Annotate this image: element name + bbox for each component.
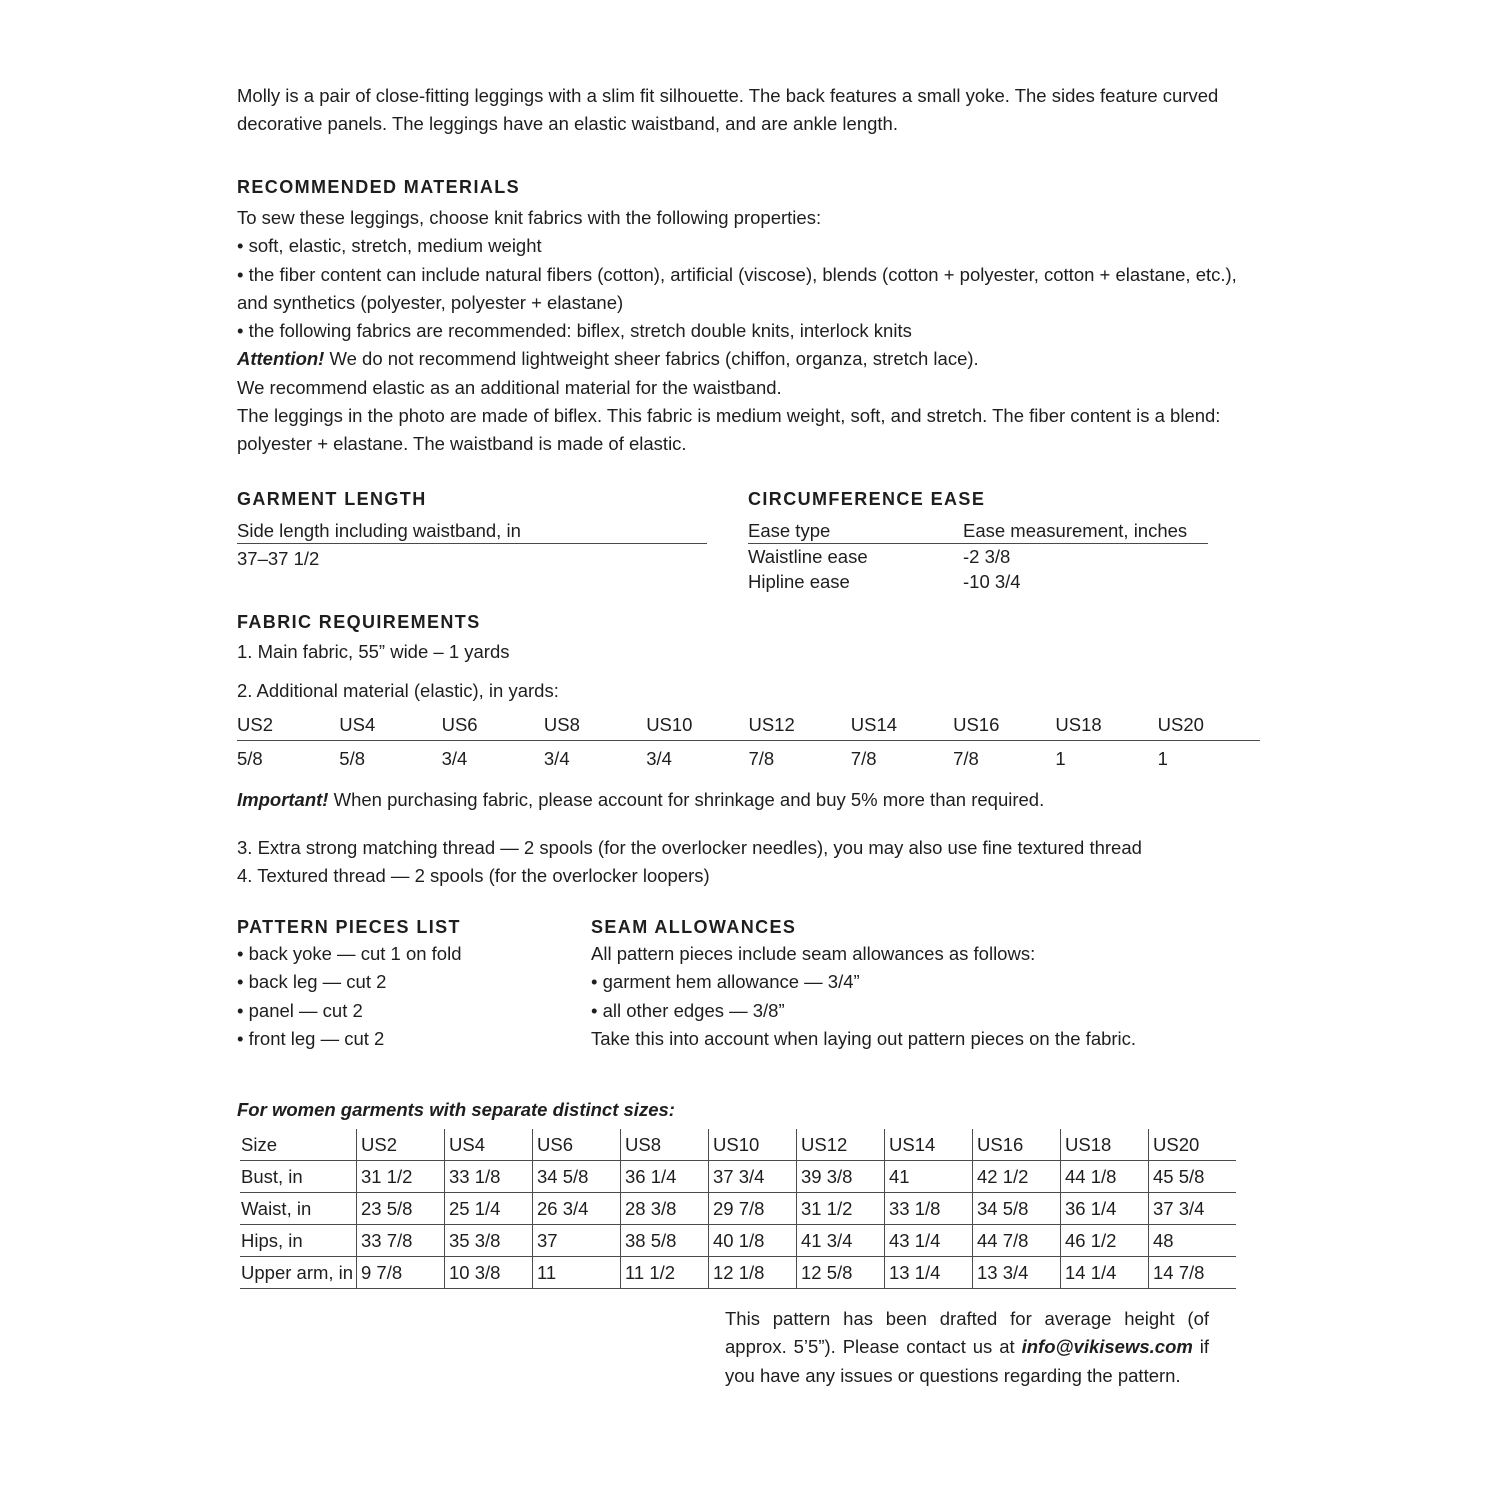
fabric-heading: FABRIC REQUIREMENTS — [237, 612, 481, 632]
elastic-cell: 7/8 — [748, 747, 775, 769]
size-chart-cell: 37 — [533, 1225, 621, 1257]
size-chart-cell: US14 — [885, 1129, 973, 1161]
pattern-piece-item: • back yoke — cut 1 on fold — [237, 943, 462, 964]
size-chart-cell: US6 — [533, 1129, 621, 1161]
attention-line — [237, 345, 1267, 373]
size-chart-cell: 39 3/8 — [797, 1161, 885, 1193]
ease-heading: CIRCUMFERENCE EASE — [748, 489, 986, 509]
size-chart-cell: US2 — [357, 1129, 445, 1161]
size-chart-cell: 14 7/8 — [1149, 1257, 1237, 1289]
ease-type-column: Ease type — [748, 520, 831, 541]
elastic-cell: 3/4 — [543, 747, 570, 769]
materials-heading: RECOMMENDED MATERIALS — [237, 177, 521, 197]
size-chart-cell: US18 — [1061, 1129, 1149, 1161]
important-text: When purchasing fabric, please account for shrinkage and buy 5% more than required. — [328, 789, 1045, 810]
seam-allowance-item: • all other edges — 3/8” — [591, 999, 785, 1021]
size-chart-cell: 11 — [533, 1257, 621, 1289]
pattern-piece-item: • front leg — cut 2 — [237, 1027, 385, 1049]
size-chart-cell: 12 1/8 — [709, 1257, 797, 1289]
size-cell: US12 — [748, 714, 850, 741]
size-chart-cell: US8 — [621, 1129, 709, 1161]
size-chart-cell: 34 5/8 — [973, 1193, 1061, 1225]
intro-paragraph: Molly is a pair of close-fitting leggings with a slim fit silhouette. The back features a small yoke. The sides feature curved decorative panels. The leggings have an elastic waistband, and are ankle length. — [237, 85, 1219, 135]
materials-bullet: • soft, elastic, stretch, medium weight — [237, 235, 542, 257]
ease-header-row — [748, 518, 1208, 544]
circumference-ease-section — [748, 489, 1208, 594]
seam-allowance-item: • garment hem allowance — 3/4” — [591, 971, 860, 993]
materials-section — [237, 177, 1267, 459]
size-chart-cell: US4 — [445, 1129, 533, 1161]
size-cell: US8 — [544, 714, 646, 741]
size-chart-cell: 40 1/8 — [709, 1225, 797, 1257]
size-chart-cell: 31 1/2 — [797, 1193, 885, 1225]
size-chart-cell: 34 5/8 — [533, 1161, 621, 1193]
size-chart-cell: 12 5/8 — [797, 1257, 885, 1289]
materials-bullet: • the following fabrics are recommended: biflex, stretch double knits, interlock knits — [237, 320, 912, 342]
size-chart-row — [240, 1129, 1236, 1161]
important-note — [237, 786, 1267, 814]
garment-length-column: Side length including waistband, in — [237, 520, 521, 541]
footer-paragraph — [725, 1305, 1209, 1390]
garment-length-value: 37–37 1/2 — [237, 548, 320, 569]
size-chart-cell: 10 3/8 — [445, 1257, 533, 1289]
size-cell: US20 — [1158, 714, 1260, 741]
intro-section — [237, 82, 1267, 139]
garment-length-header-row — [237, 518, 707, 544]
size-chart-row — [240, 1257, 1236, 1289]
seam-allowances-section — [591, 917, 1271, 1053]
materials-bullet: • the fiber content can include natural fibers (cotton), artificial (viscose), blends (cotton + polyester, cotton + elastane, etc.), and synthetics (polyester, polyester + elastane) — [237, 263, 1237, 313]
main-fabric-line: 1. Main fabric, 55” wide – 1 yards — [237, 641, 510, 662]
size-chart-cell: 45 5/8 — [1149, 1161, 1237, 1193]
ease-row — [748, 569, 1208, 594]
threads-section — [237, 834, 1267, 891]
garment-length-section — [237, 489, 707, 571]
thread-line: 4. Textured thread — 2 spools (for the overlocker loopers) — [237, 865, 710, 887]
fabric-requirements-section — [237, 612, 1267, 777]
size-chart-cell: 42 1/2 — [973, 1161, 1061, 1193]
size-cell: US2 — [237, 714, 339, 741]
size-chart-cell: 23 5/8 — [357, 1193, 445, 1225]
materials-lead: To sew these leggings, choose knit fabrics with the following properties: — [237, 207, 822, 228]
seam-allowances-note: Take this into account when laying out pattern pieces on the fabric. — [591, 1027, 1137, 1049]
elastic-cell: 7/8 — [953, 747, 979, 769]
row-label: Hips, in — [240, 1225, 357, 1257]
size-chart-cell: US10 — [709, 1129, 797, 1161]
footer-text-after: if you have any issues or questions regarding the pattern. — [725, 1336, 1210, 1386]
size-chart-cell: 37 3/4 — [709, 1161, 797, 1193]
size-chart-cell: 26 3/4 — [533, 1193, 621, 1225]
pattern-piece-item: • back leg — cut 2 — [237, 971, 387, 993]
size-chart-cell: 44 7/8 — [973, 1225, 1061, 1257]
ease-type: Waistline ease — [748, 546, 868, 567]
elastic-cell: 3/4 — [646, 747, 672, 769]
elastic-cell: 5/8 — [339, 747, 366, 769]
size-chart-cell: 41 3/4 — [797, 1225, 885, 1257]
size-cell: US6 — [442, 714, 544, 741]
photo-note: The leggings in the photo are made of biflex. This fabric is medium weight, soft, and stretch. The fiber content is a blend: polyester + elastane. The waistband is made of elastic. — [237, 405, 1221, 455]
size-chart-cell: 33 1/8 — [445, 1161, 533, 1193]
size-cell: US4 — [339, 714, 441, 741]
elastic-cell: 1 — [1055, 747, 1066, 769]
size-chart-cell: 13 3/4 — [973, 1257, 1061, 1289]
thread-line: 3. Extra strong matching thread — 2 spools (for the overlocker needles), you may also use fine textured thread — [237, 837, 1142, 858]
size-chart-cell: 43 1/4 — [885, 1225, 973, 1257]
row-label: Bust, in — [240, 1161, 357, 1193]
ease-measure-column: Ease measurement, inches — [963, 520, 1188, 541]
size-chart-cell: 33 1/8 — [885, 1193, 973, 1225]
attention-text: We do not recommend lightweight sheer fabrics (chiffon, organza, stretch lace). — [324, 348, 979, 370]
additional-material-line: 2. Additional material (elastic), in yards: — [237, 680, 559, 702]
elastic-table — [237, 714, 1260, 777]
size-chart-cell: 44 1/8 — [1061, 1161, 1149, 1193]
size-cell: US16 — [953, 714, 1055, 741]
size-chart-cell: 35 3/8 — [445, 1225, 533, 1257]
size-chart-row — [240, 1193, 1236, 1225]
ease-value: -10 3/4 — [963, 571, 1021, 592]
size-cell: US14 — [851, 714, 953, 741]
contact-email-link[interactable]: info@vikisews.com — [1021, 1336, 1193, 1358]
seam-allowances-heading: SEAM ALLOWANCES — [591, 917, 797, 937]
garment-length-value-row — [237, 546, 707, 571]
size-chart-cell: 36 1/4 — [1061, 1193, 1149, 1225]
ease-type: Hipline ease — [748, 571, 850, 592]
elastic-size-row — [237, 714, 1260, 741]
size-chart-cell: 41 — [885, 1161, 973, 1193]
size-chart-cell: 9 7/8 — [357, 1257, 445, 1289]
size-chart-cell: 25 1/4 — [445, 1193, 533, 1225]
garment-length-heading: GARMENT LENGTH — [237, 489, 427, 509]
footer-text-before: This pattern has been drafted for average height (of approx. 5’5”). Please contact us at — [725, 1308, 1209, 1358]
size-chart-cell: 14 1/4 — [1061, 1257, 1149, 1289]
size-chart-cell: 38 5/8 — [621, 1225, 709, 1257]
size-chart-cell: 37 3/4 — [1149, 1193, 1237, 1225]
elastic-cell: 7/8 — [850, 747, 877, 769]
size-chart-cell: 29 7/8 — [709, 1193, 797, 1225]
row-label: Size — [241, 1133, 277, 1155]
ease-row — [748, 544, 1208, 569]
size-chart-row — [240, 1225, 1236, 1257]
size-chart-cell: 11 1/2 — [621, 1257, 709, 1289]
size-chart-cell: US12 — [797, 1129, 885, 1161]
size-chart-cell: 36 1/4 — [621, 1161, 709, 1193]
size-chart-cell: US16 — [973, 1129, 1061, 1161]
pattern-pieces-section — [237, 917, 567, 1053]
footer-note — [725, 1305, 1209, 1390]
attention-label: Attention! — [237, 348, 325, 370]
size-chart-cell: US20 — [1149, 1129, 1237, 1161]
pattern-piece-item: • panel — cut 2 — [237, 999, 363, 1021]
elastic-value-row — [237, 740, 1260, 777]
size-chart-cell: 28 3/8 — [621, 1193, 709, 1225]
size-chart-cell: 33 7/8 — [357, 1225, 445, 1257]
size-chart-row — [240, 1161, 1236, 1193]
important-label: Important! — [237, 789, 329, 810]
seam-allowances-lead: All pattern pieces include seam allowances as follows: — [591, 943, 1036, 964]
elastic-cell: 3/4 — [441, 747, 468, 769]
size-chart-cell: 31 1/2 — [357, 1161, 445, 1193]
size-chart-cell: 13 1/4 — [885, 1257, 973, 1289]
row-label: Upper arm, in — [240, 1257, 357, 1289]
important-line — [237, 786, 1267, 814]
ease-value: -2 3/8 — [963, 546, 1011, 567]
size-chart-table — [240, 1129, 1236, 1289]
size-chart-cell: 46 1/2 — [1061, 1225, 1149, 1257]
elastic-cell: 5/8 — [237, 747, 263, 769]
size-chart-cell: 48 — [1149, 1225, 1237, 1257]
elastic-cell: 1 — [1157, 747, 1168, 769]
size-cell: US18 — [1055, 714, 1157, 741]
size-cell: US10 — [646, 714, 748, 741]
elastic-note: We recommend elastic as an additional material for the waistband. — [237, 376, 782, 398]
row-label: Waist, in — [240, 1193, 357, 1225]
size-chart-note: For women garments with separate distinct sizes: — [237, 1099, 675, 1120]
pattern-pieces-heading: PATTERN PIECES LIST — [237, 917, 461, 937]
